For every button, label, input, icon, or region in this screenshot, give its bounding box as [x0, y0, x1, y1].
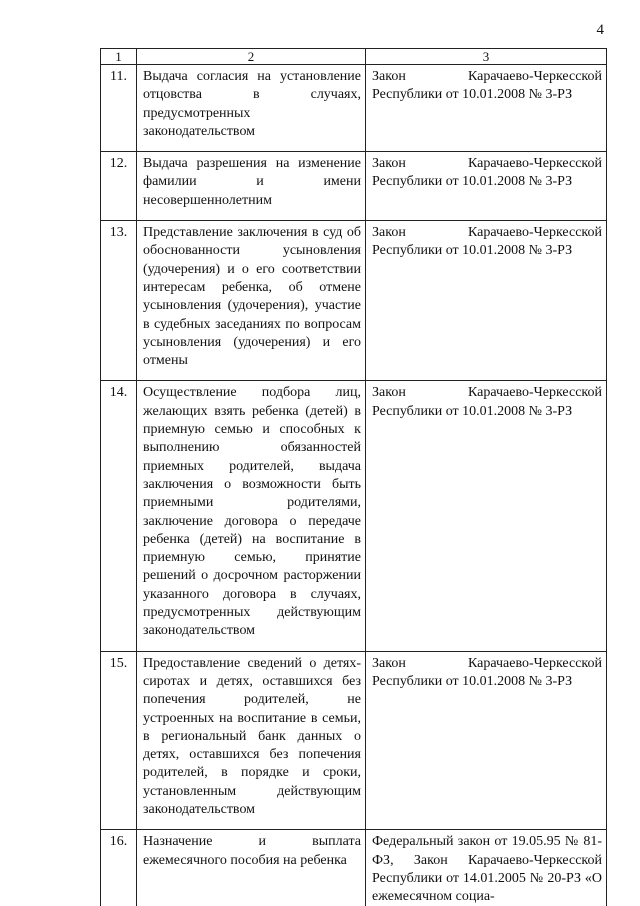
service-description: Назначение и выплата ежемесячного пособия на ребенка [137, 830, 366, 906]
legal-basis: Закон Карачаево-Черкесской Республики от 10.01.2008 № 3-РЗ [366, 651, 607, 830]
page-number: 4 [596, 22, 604, 38]
row-number: 13. [101, 221, 137, 381]
legal-basis: Закон Карачаево-Черкесской Республики от 10.01.2008 № 3-РЗ [366, 221, 607, 381]
service-description: Выдача согласия на установление отцовства в случаях, предусмотренных законодательством [137, 65, 366, 152]
service-description: Выдача разрешения на изменение фамилии и имени несовершеннолетним [137, 152, 366, 221]
service-description: Осуществление подбора лиц, желающих взять ребенка (детей) в приемную семью и способных к выполнению обязанностей приемных родителей, выдача заключения о возможности быть приемными родителями, заключение договора о передаче ребенка (детей) на воспитание в приемную семью, принятие решений о досрочном расторжении указанного договора в случаях, предусмотренных действующим законодательством [137, 381, 366, 651]
legal-basis: Закон Карачаево-Черкесской Республики от 10.01.2008 № 3-РЗ [366, 381, 607, 651]
table-row [101, 381, 607, 651]
legal-basis: Закон Карачаево-Черкесской Республики от 10.01.2008 № 3-РЗ [366, 152, 607, 221]
service-description: Представление заключения в суд об обоснованности усыновления (удочерения) и о его соответствии интересам ребенка, об отмене усыновления (удочерения), участие в судебных заседаниях по вопросам усыновления (удочерения) и его отмены [137, 221, 366, 381]
table-row [101, 651, 607, 830]
row-number: 12. [101, 152, 137, 221]
service-description: Предоставление сведений о детях-сиротах и детях, оставшихся без попечения родителей, не устроенных на воспитание в семьи, в региональный банк данных о детях, оставшихся без попечения родителей, в порядке и сроки, установленным действующим законодательством [137, 651, 366, 830]
row-number: 14. [101, 381, 137, 651]
table-row [101, 152, 607, 221]
header-col-3: 3 [366, 49, 607, 65]
header-col-2: 2 [137, 49, 366, 65]
row-number: 16. [101, 830, 137, 906]
services-table [100, 48, 607, 906]
table-row [101, 221, 607, 381]
row-number: 15. [101, 651, 137, 830]
legal-basis: Закон Карачаево-Черкесской Республики от 10.01.2008 № 3-РЗ [366, 65, 607, 152]
header-row [101, 49, 607, 65]
table-row [101, 830, 607, 906]
header-col-1: 1 [101, 49, 137, 65]
row-number: 11. [101, 65, 137, 152]
legal-basis: Федеральный закон от 19.05.95 № 81-ФЗ, Закон Карачаево-Черкесской Республики от 14.01.2005 № 20-РЗ «О ежемесячном социа- [366, 830, 607, 906]
table-row [101, 65, 607, 152]
